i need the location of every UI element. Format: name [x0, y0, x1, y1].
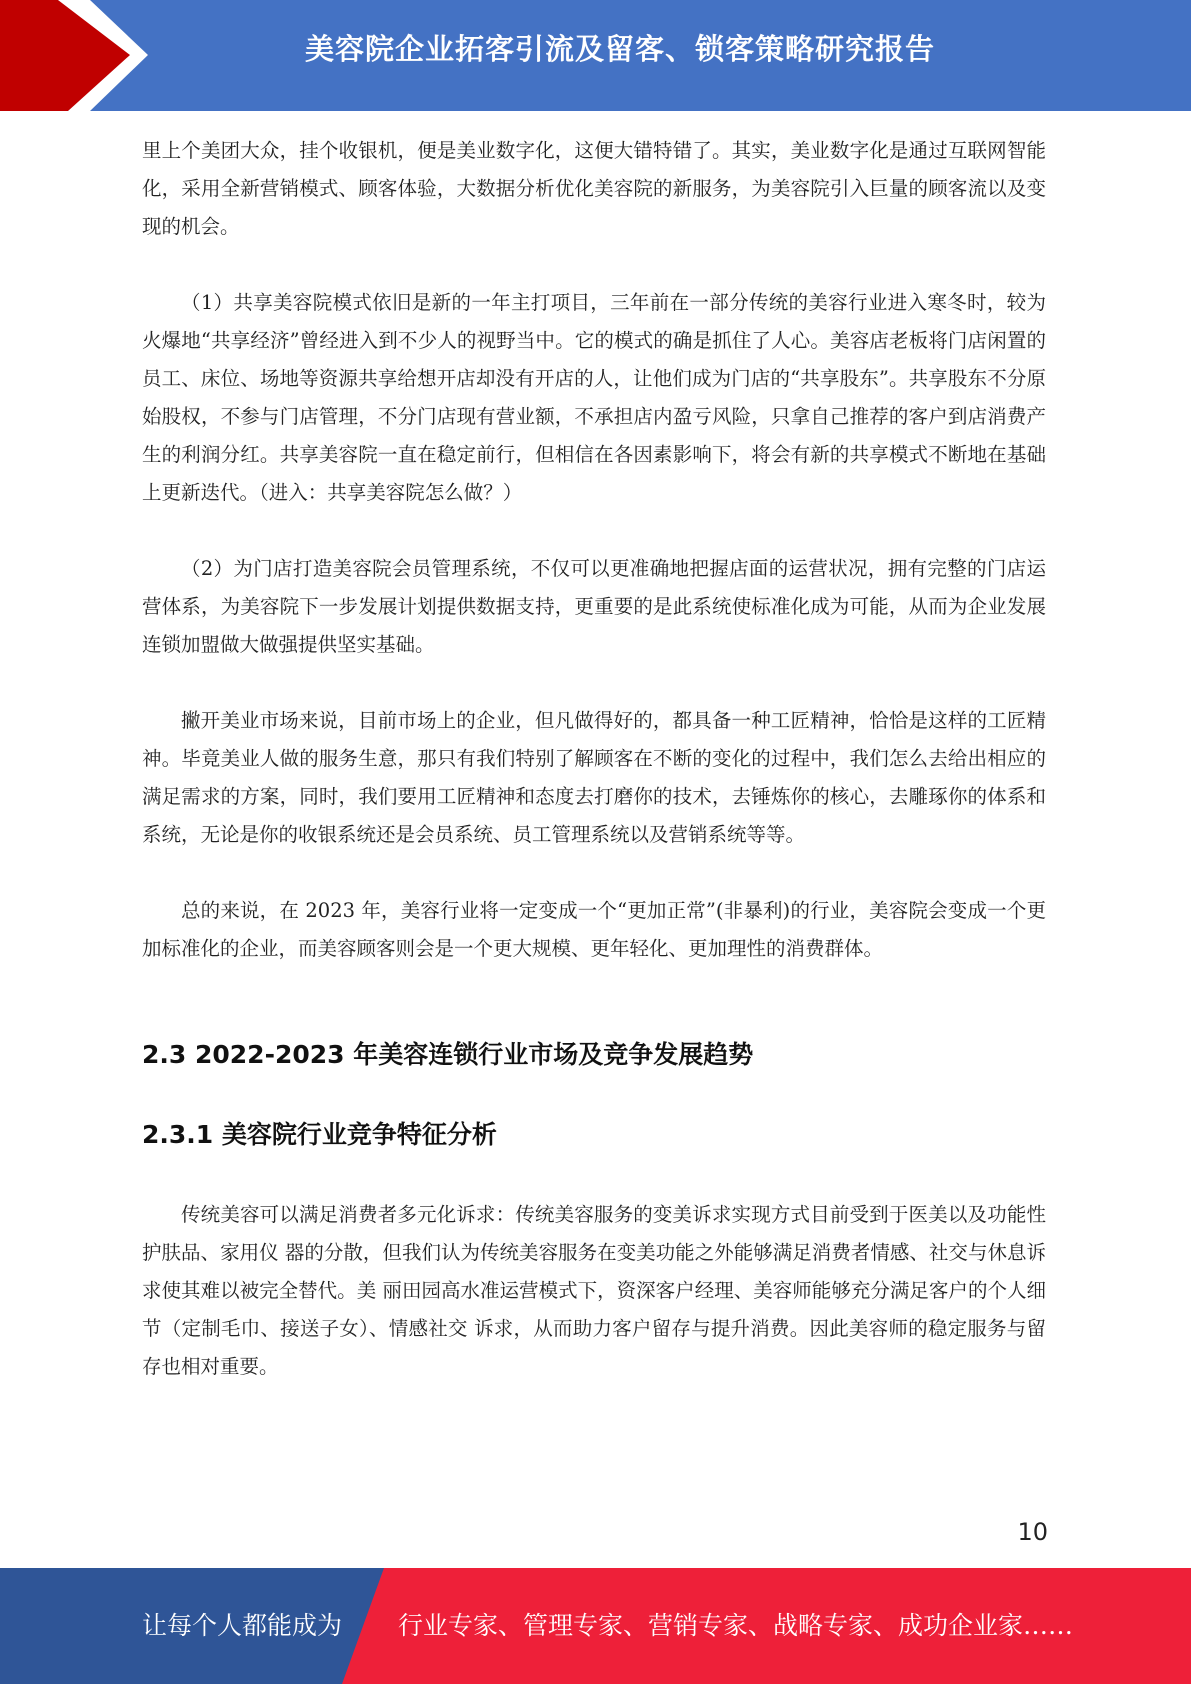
- section-heading-2-3: 2.3 2022-2023 年美容连锁行业市场及竞争发展趋势: [142, 1040, 754, 1069]
- paragraph-member-system: （2）为门店打造美容院会员管理系统，不仅可以更准确地把握店面的运营状况，拥有完整的门店运营体系，为美容院下一步发展计划提供数据支持，更重要的是此系统使标准化成为可能，从而为企业发展连锁加盟做大做强提供坚实基础。: [142, 557, 1046, 656]
- page-header: [0, 0, 1191, 111]
- section-heading-2-3-1: 2.3.1 美容院行业竞争特征分析: [142, 1120, 497, 1149]
- footer-slogan-left: 让每个人都能成为: [142, 1611, 343, 1640]
- paragraph-traditional-beauty: 传统美容可以满足消费者多元化诉求：传统美容服务的变美诉求实现方式目前受到于医美以及功能性护肤品、家用仪 器的分散，但我们认为传统美容服务在变美功能之外能够满足消费者情感、社交与休息诉求使其难以被完全替代。美 丽田园高水准运营模式下，资深客户经理、美容师能够充分满足客户的个人细节（定制毛巾、接送子女）、情感社交 诉求，从而助力客户留存与提升消费。因此美容师的稳定服务与留存也相对重要。: [142, 1203, 1046, 1378]
- page-footer: [0, 1568, 1191, 1684]
- paragraph-craftsmanship: 撇开美业市场来说，目前市场上的企业，但凡做得好的，都具备一种工匠精神，恰恰是这样的工匠精神。毕竟美业人做的服务生意，那只有我们特别了解顾客在不断的变化的过程中，我们怎么去给出相应的满足需求的方案，同时，我们要用工匠精神和态度去打磨你的技术，去锤炼你的核心，去雕琢你的体系和系统，无论是你的收银系统还是会员系统、员工管理系统以及营销系统等等。: [142, 709, 1046, 846]
- paragraph-summary: 总的来说，在 2023 年，美容行业将一定变成一个“更加正常”(非暴利)的行业，美容院会变成一个更加标准化的企业，而美容顾客则会是一个更大规模、更年轻化、更加理性的消费群体。: [142, 899, 1046, 960]
- page-content: [142, 132, 1046, 1424]
- page-number: 10: [1017, 1518, 1048, 1546]
- paragraph-shared-salon: （1）共享美容院模式依旧是新的一年主打项目，三年前在一部分传统的美容行业进入寒冬时，较为火爆地“共享经济”曾经进入到不少人的视野当中。它的模式的确是抓住了人心。美容店老板将门店闲置的员工、床位、场地等资源共享给想开店却没有开店的人，让他们成为门店的“共享股东”。共享股东不分原始股权，不参与门店管理，不分门店现有营业额，不承担店内盈亏风险，只拿自己推荐的客户到店消费产生的利润分红。共享美容院一直在稳定前行，但相信在各因素影响下，将会有新的共享模式不断地在基础上更新迭代。（进入：共享美容院怎么做？）: [142, 291, 1046, 504]
- header-title: 美容院企业拓客引流及留客、锁客策略研究报告: [304, 32, 935, 66]
- paragraph-digitalization: 里上个美团大众，挂个收银机，便是美业数字化，这便大错特错了。其实，美业数字化是通过互联网智能化，采用全新营销模式、顾客体验，大数据分析优化美容院的新服务，为美容院引入巨量的顾客流以及变现的机会。: [142, 139, 1046, 238]
- footer-slogan-right: 行业专家、管理专家、营销专家、战略专家、成功企业家……: [398, 1611, 1074, 1640]
